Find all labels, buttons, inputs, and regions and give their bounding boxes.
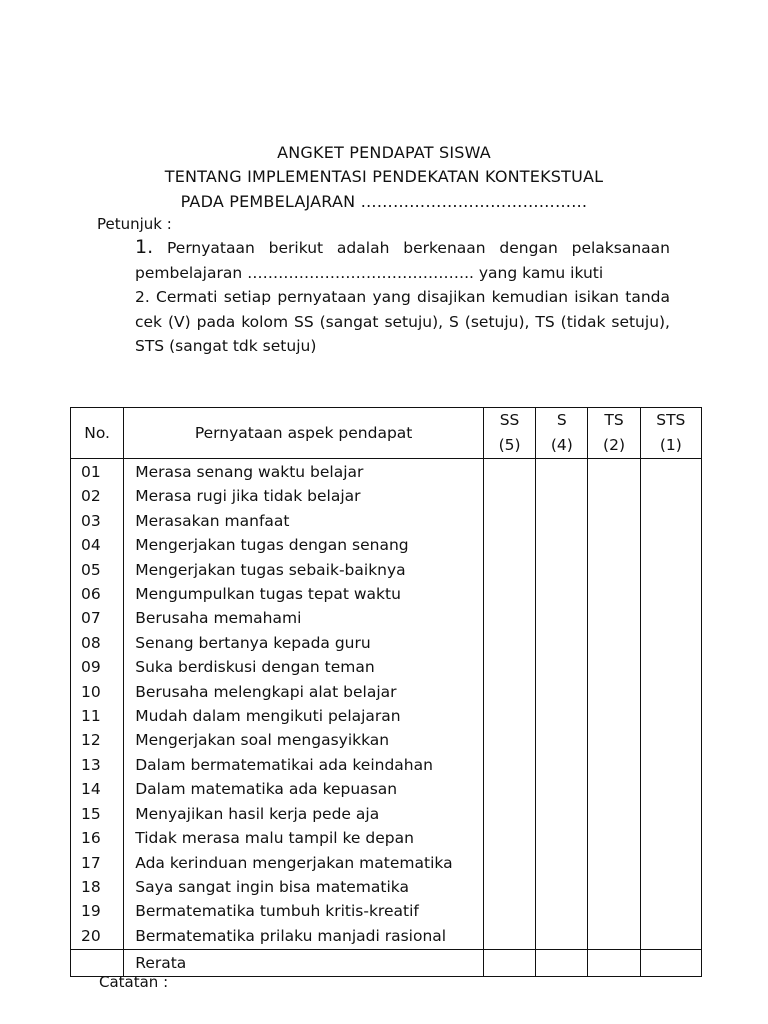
- row-sts-cell[interactable]: [640, 728, 701, 752]
- row-statement: Mengumpulkan tugas tepat waktu: [124, 582, 484, 606]
- table-row: [71, 728, 702, 752]
- row-statement: Tidak merasa malu tampil ke depan: [124, 826, 484, 850]
- header-statement: Pernyataan aspek pendapat: [124, 408, 484, 459]
- row-ss-cell[interactable]: [483, 509, 535, 533]
- row-number: 02: [71, 484, 124, 508]
- row-statement: Bermatematika prilaku manjadi rasional: [124, 924, 484, 950]
- header-ss-label: SS: [499, 411, 520, 429]
- row-number: 13: [71, 753, 124, 777]
- header-ss-score: (5): [498, 436, 521, 454]
- row-statement: Mengerjakan tugas dengan senang: [124, 533, 484, 557]
- table-row: [71, 655, 702, 679]
- table-row: [71, 680, 702, 704]
- row-s-cell[interactable]: [536, 802, 588, 826]
- row-ss-cell[interactable]: [483, 680, 535, 704]
- row-s-cell[interactable]: [536, 728, 588, 752]
- row-ts-cell[interactable]: [588, 728, 640, 752]
- row-sts-cell[interactable]: [640, 631, 701, 655]
- instructions-block: [135, 235, 670, 359]
- row-ss-cell[interactable]: [483, 753, 535, 777]
- header-s-label: S: [556, 411, 567, 429]
- row-ts-cell[interactable]: [588, 509, 640, 533]
- row-sts-cell[interactable]: [640, 558, 701, 582]
- row-statement: Saya sangat ingin bisa matematika: [124, 875, 484, 899]
- row-statement: Menyajikan hasil kerja pede aja: [124, 802, 484, 826]
- row-s-cell[interactable]: [536, 631, 588, 655]
- row-sts-cell[interactable]: [640, 533, 701, 557]
- row-ts-cell[interactable]: [588, 606, 640, 630]
- row-ts-cell[interactable]: [588, 802, 640, 826]
- row-sts-cell[interactable]: [640, 875, 701, 899]
- row-ss-cell[interactable]: [483, 704, 535, 728]
- row-s-cell[interactable]: [536, 777, 588, 801]
- row-ts-cell[interactable]: [588, 851, 640, 875]
- table-body: [71, 459, 702, 950]
- row-statement: Merasakan manfaat: [124, 509, 484, 533]
- document-subtitle: TENTANG IMPLEMENTASI PENDEKATAN KONTEKSTUAL: [164, 167, 604, 186]
- survey-table: [70, 407, 702, 977]
- row-ts-cell[interactable]: [588, 459, 640, 485]
- row-sts-cell[interactable]: [640, 680, 701, 704]
- row-number: 11: [71, 704, 124, 728]
- header-sts-label: STS: [656, 411, 686, 429]
- row-ss-cell[interactable]: [483, 851, 535, 875]
- row-statement: Dalam matematika ada kepuasan: [124, 777, 484, 801]
- row-sts-cell[interactable]: [640, 777, 701, 801]
- row-sts-cell[interactable]: [640, 509, 701, 533]
- row-number: 07: [71, 606, 124, 630]
- row-number: 04: [71, 533, 124, 557]
- row-sts-cell[interactable]: [640, 851, 701, 875]
- row-number: 12: [71, 728, 124, 752]
- row-ts-cell[interactable]: [588, 533, 640, 557]
- average-label: Rerata: [124, 950, 484, 977]
- average-ts-cell[interactable]: [588, 950, 640, 977]
- header-ts-score: (2): [603, 436, 626, 454]
- row-s-cell[interactable]: [536, 459, 588, 485]
- header-ts-label: TS: [604, 411, 624, 429]
- row-statement: Merasa senang waktu belajar: [124, 459, 484, 485]
- row-statement: Mengerjakan tugas sebaik-baiknya: [124, 558, 484, 582]
- instruction-item-2: 2. Cermati setiap pernyataan yang disajikan kemudian isikan tanda cek (V) pada kolom SS (sangat setuju), S (setuju), TS (tidak setuju), STS (sangat tdk setuju): [135, 288, 670, 355]
- row-number: 03: [71, 509, 124, 533]
- row-statement: Berusaha memahami: [124, 606, 484, 630]
- row-ts-cell[interactable]: [588, 680, 640, 704]
- row-ts-cell[interactable]: [588, 875, 640, 899]
- row-ts-cell[interactable]: [588, 582, 640, 606]
- table-row: [71, 509, 702, 533]
- row-s-cell[interactable]: [536, 875, 588, 899]
- row-number: 10: [71, 680, 124, 704]
- row-number: 15: [71, 802, 124, 826]
- table-row: [71, 777, 702, 801]
- row-sts-cell[interactable]: [640, 802, 701, 826]
- row-sts-cell[interactable]: [640, 924, 701, 950]
- row-sts-cell[interactable]: [640, 582, 701, 606]
- row-ss-cell[interactable]: [483, 899, 535, 923]
- row-number: 16: [71, 826, 124, 850]
- row-statement: Bermatematika tumbuh kritis-kreatif: [124, 899, 484, 923]
- row-ss-cell[interactable]: [483, 924, 535, 950]
- row-ts-cell[interactable]: [588, 753, 640, 777]
- notes-label: Catatan :: [99, 973, 169, 991]
- row-number: 08: [71, 631, 124, 655]
- row-s-cell[interactable]: [536, 558, 588, 582]
- row-ss-cell[interactable]: [483, 558, 535, 582]
- row-ts-cell[interactable]: [588, 558, 640, 582]
- row-number: 19: [71, 899, 124, 923]
- table-row: [71, 459, 702, 485]
- row-s-cell[interactable]: [536, 680, 588, 704]
- row-number: 14: [71, 777, 124, 801]
- row-ss-cell[interactable]: [483, 533, 535, 557]
- row-statement: Merasa rugi jika tidak belajar: [124, 484, 484, 508]
- header-ss: [483, 408, 535, 459]
- instruction-item-1: [135, 235, 670, 285]
- row-ts-cell[interactable]: [588, 484, 640, 508]
- table-row: [71, 558, 702, 582]
- row-sts-cell[interactable]: [640, 753, 701, 777]
- row-sts-cell[interactable]: [640, 899, 701, 923]
- row-ts-cell[interactable]: [588, 924, 640, 950]
- row-statement: Mudah dalam mengikuti pelajaran: [124, 704, 484, 728]
- row-sts-cell[interactable]: [640, 704, 701, 728]
- row-sts-cell[interactable]: [640, 655, 701, 679]
- row-s-cell[interactable]: [536, 753, 588, 777]
- row-sts-cell[interactable]: [640, 826, 701, 850]
- row-ss-cell[interactable]: [483, 875, 535, 899]
- row-ts-cell[interactable]: [588, 777, 640, 801]
- document-title: ANGKET PENDAPAT SISWA: [277, 143, 491, 162]
- row-s-cell[interactable]: [536, 851, 588, 875]
- instructions-label: Petunjuk :: [97, 215, 172, 233]
- row-sts-cell[interactable]: [640, 606, 701, 630]
- row-s-cell[interactable]: [536, 704, 588, 728]
- table-row: [71, 899, 702, 923]
- average-s-cell[interactable]: [536, 950, 588, 977]
- row-ts-cell[interactable]: [588, 899, 640, 923]
- instruction-item-1-number: 1.: [135, 236, 154, 258]
- row-number: 05: [71, 558, 124, 582]
- table-header-row: [71, 408, 702, 459]
- table-row: [71, 582, 702, 606]
- row-sts-cell[interactable]: [640, 484, 701, 508]
- row-ss-cell[interactable]: [483, 655, 535, 679]
- row-statement: Mengerjakan soal mengasyikkan: [124, 728, 484, 752]
- row-statement: Suka berdiskusi dengan teman: [124, 655, 484, 679]
- row-s-cell[interactable]: [536, 924, 588, 950]
- row-number: 09: [71, 655, 124, 679]
- row-s-cell[interactable]: [536, 582, 588, 606]
- header-sts-score: (1): [659, 436, 682, 454]
- row-number: 20: [71, 924, 124, 950]
- header-s-score: (4): [550, 436, 573, 454]
- header-no: No.: [71, 408, 124, 459]
- row-s-cell[interactable]: [536, 509, 588, 533]
- table-row: [71, 631, 702, 655]
- row-statement: Senang bertanya kepada guru: [124, 631, 484, 655]
- row-ts-cell[interactable]: [588, 704, 640, 728]
- average-sts-cell[interactable]: [640, 950, 701, 977]
- header-sts: [640, 408, 701, 459]
- row-s-cell[interactable]: [536, 655, 588, 679]
- row-number: 06: [71, 582, 124, 606]
- table-row: [71, 533, 702, 557]
- row-s-cell[interactable]: [536, 484, 588, 508]
- row-sts-cell[interactable]: [640, 459, 701, 485]
- row-number: 17: [71, 851, 124, 875]
- table-row: [71, 826, 702, 850]
- row-number: 18: [71, 875, 124, 899]
- document-subject-line: PADA PEMBELAJARAN ……………………………………: [180, 192, 588, 211]
- table-row: [71, 802, 702, 826]
- row-ss-cell[interactable]: [483, 459, 535, 485]
- table-row: [71, 851, 702, 875]
- table-row: [71, 753, 702, 777]
- table-row: [71, 484, 702, 508]
- row-ts-cell[interactable]: [588, 631, 640, 655]
- row-ss-cell[interactable]: [483, 582, 535, 606]
- row-ss-cell[interactable]: [483, 826, 535, 850]
- row-statement: Ada kerinduan mengerjakan matematika: [124, 851, 484, 875]
- row-ts-cell[interactable]: [588, 826, 640, 850]
- instruction-item-1-text: Pernyataan berikut adalah berkenaan dengan pelaksanaan pembelajaran …………………………………….. yang kamu ikuti: [135, 239, 670, 282]
- row-s-cell[interactable]: [536, 899, 588, 923]
- row-statement: Dalam bermatematikai ada keindahan: [124, 753, 484, 777]
- row-s-cell[interactable]: [536, 826, 588, 850]
- row-ts-cell[interactable]: [588, 655, 640, 679]
- row-s-cell[interactable]: [536, 533, 588, 557]
- row-s-cell[interactable]: [536, 606, 588, 630]
- table-row: [71, 875, 702, 899]
- row-ss-cell[interactable]: [483, 777, 535, 801]
- table-row: [71, 924, 702, 950]
- row-statement: Berusaha melengkapi alat belajar: [124, 680, 484, 704]
- row-ss-cell[interactable]: [483, 606, 535, 630]
- row-ss-cell[interactable]: [483, 802, 535, 826]
- row-number: 01: [71, 459, 124, 485]
- row-ss-cell[interactable]: [483, 484, 535, 508]
- row-ss-cell[interactable]: [483, 631, 535, 655]
- table-row: [71, 704, 702, 728]
- row-ss-cell[interactable]: [483, 728, 535, 752]
- header-s: [536, 408, 588, 459]
- average-ss-cell[interactable]: [483, 950, 535, 977]
- header-ts: [588, 408, 640, 459]
- table-row: [71, 606, 702, 630]
